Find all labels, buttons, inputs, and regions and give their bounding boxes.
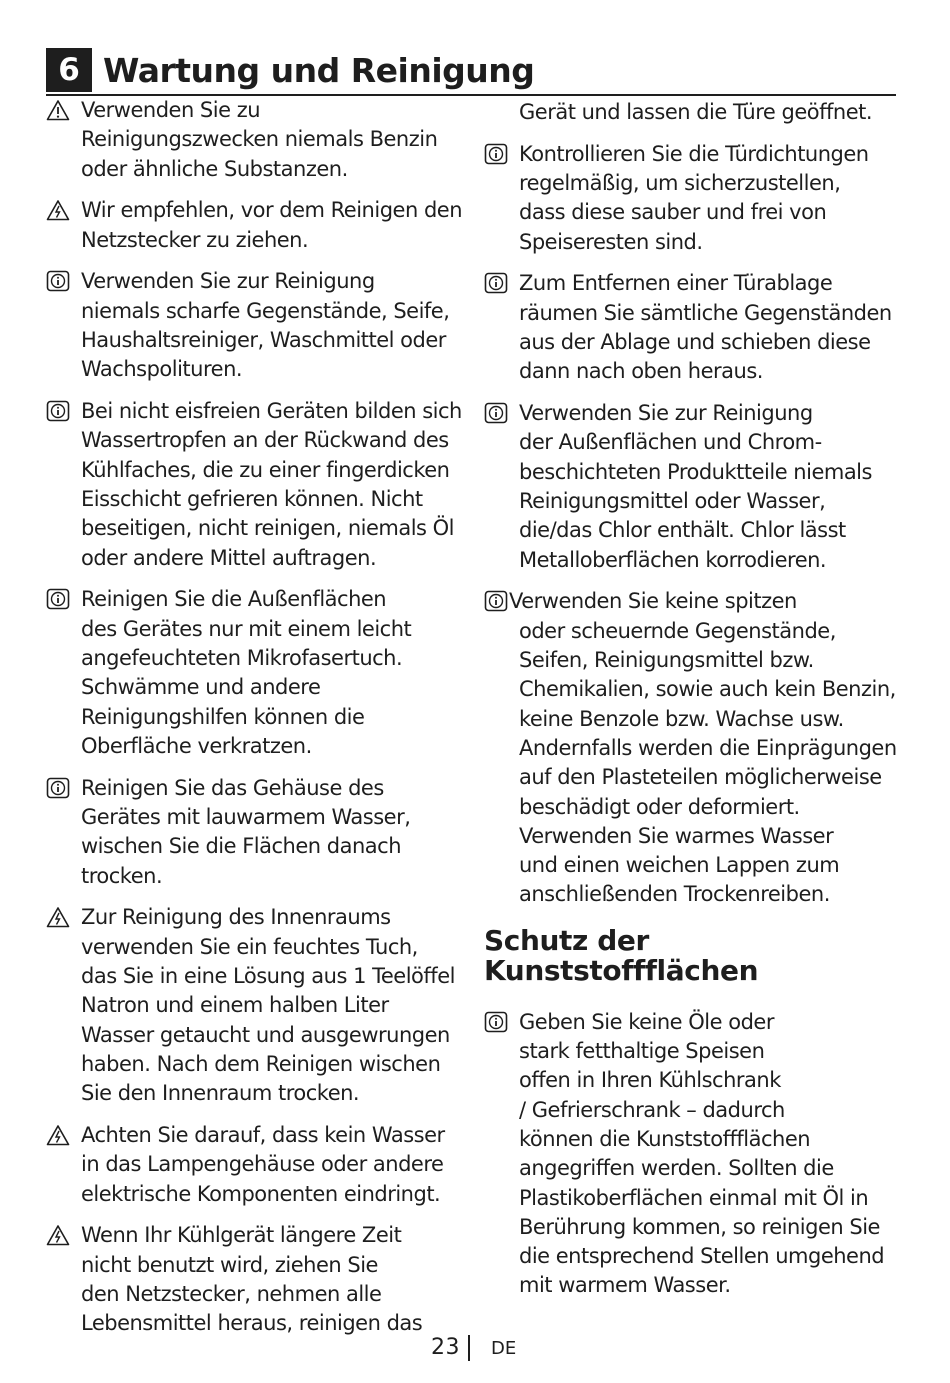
- note-text: Verwenden Sie zur Reinigung niemals scharfe Gegenstände, Seife, Haushaltsreiniger, Waschmittel oder Wachspolituren.: [81, 269, 450, 382]
- chapter-number: 6: [46, 48, 92, 92]
- note-item: [46, 96, 466, 184]
- language-code: DE: [491, 1338, 517, 1359]
- left-column: [46, 96, 466, 1351]
- info-icon: [46, 400, 70, 422]
- warning-icon: [46, 906, 70, 928]
- info-icon: [484, 590, 508, 612]
- note-text: Verwenden Sie zur Reinigung der Außenflächen und Chrom- beschichteten Produktteile niemals Reinigungsmittel oder Wasser, die/das Chlor enthält. Chlor lässt Metalloberflächen korrodieren.: [519, 401, 872, 572]
- note-text: Reinigen Sie die Außenflächen des Gerätes nur mit einem leicht angefeuchteten Mikrofasertuch. Schwämme und andere Reinigungshilfen können die Oberfläche verkratzen.: [81, 587, 412, 758]
- note-text: Verwenden Sie zu Reinigungszwecken niemals Benzin oder ähnliche Substanzen.: [81, 98, 438, 181]
- right-column: [484, 96, 904, 1313]
- note-text: Bei nicht eisfreien Geräten bilden sich Wassertropfen an der Rückwand des Kühlfaches, die zu einer fingerdicken Eisschicht gefrieren können. Nicht beseitigen, nicht reinigen, niemals Öl oder andere Mittel auftragen.: [81, 399, 462, 570]
- warning-icon: [46, 99, 70, 121]
- page-footer: [0, 1333, 950, 1363]
- info-icon: [46, 777, 70, 799]
- warning-icon: [46, 199, 70, 221]
- page-number: 23: [431, 1335, 460, 1360]
- note-item: [484, 140, 904, 257]
- note-item: [46, 774, 466, 891]
- note-text: Achten Sie darauf, dass kein Wasser in das Lampengehäuse oder andere elektrische Komponenten eindringt.: [81, 1123, 445, 1206]
- info-icon: [46, 588, 70, 610]
- warning-icon: [46, 1224, 70, 1246]
- section-heading: Schutz der Kunststoffflächen: [484, 923, 759, 987]
- note-text: Wenn Ihr Kühlgerät längere Zeit nicht benutzt wird, ziehen Sie den Netzstecker, nehmen alle Lebensmittel heraus, reinigen das: [81, 1223, 423, 1336]
- note-item: [484, 269, 904, 386]
- chapter-header: [46, 48, 896, 96]
- info-icon: [484, 143, 508, 165]
- note-item: [46, 1221, 466, 1338]
- note-text: Zur Reinigung des Innenraums verwenden Sie ein feuchtes Tuch, das Sie in eine Lösung aus 1 Teelöffel Natron und einem halben Liter Wasser getaucht und ausgewrungen haben. Nach dem Reinigen wischen Sie den Innenraum trocken.: [81, 905, 455, 1106]
- note-text: Zum Entfernen einer Türablage räumen Sie sämtliche Gegenständen aus der Ablage und schieben diese dann nach oben heraus.: [519, 271, 892, 384]
- note-text: Reinigen Sie das Gehäuse des Gerätes mit lauwarmem Wasser, wischen Sie die Flächen danach trocken.: [81, 775, 411, 888]
- note-item: [46, 1121, 466, 1209]
- info-icon: [484, 1011, 508, 1033]
- note-item: [46, 903, 466, 1108]
- note-item: [484, 1008, 904, 1301]
- note-item: [46, 397, 466, 573]
- note-item: [484, 587, 904, 909]
- chapter-title: Wartung und Reinigung: [103, 51, 535, 90]
- note-text: oder scheuernde Gegenstände, Seifen, Reinigungsmittel bzw. Chemikalien, sowie auch kein Benzin, keine Benzole bzw. Wachse usw. Andernfalls werden die Einprägungen auf den Plasteteilen möglicherweise beschädigt oder deformiert. Verwenden Sie warmes Wasser und einen weichen Lappen zum anschließenden Trockenreiben.: [519, 618, 897, 907]
- info-icon: [484, 402, 508, 424]
- note-text: Geben Sie keine Öle oder stark fetthaltige Speisen offen in Ihren Kühlschrank / Gefrierschrank – dadurch können die Kunststoffflächen angegriffen werden. Sollten die Plastikoberflächen einmal mit Öl in Berührung kommen, so reinigen Sie die entsprechend Stellen umgehend mit warmem Wasser.: [519, 1009, 885, 1298]
- info-icon: [46, 270, 70, 292]
- note-text: Wir empfehlen, vor dem Reinigen den Netzstecker zu ziehen.: [81, 198, 462, 252]
- note-item: [46, 196, 466, 255]
- note-item: [484, 399, 904, 575]
- continued-text: [484, 96, 904, 127]
- note-text: Kontrollieren Sie die Türdichtungen regelmäßig, um sicherzustellen, dass diese sauber und frei von Speiseresten sind.: [519, 141, 869, 254]
- info-icon: [484, 272, 508, 294]
- note-first-line: Verwenden Sie keine spitzen: [509, 589, 797, 614]
- note-item: [46, 585, 466, 761]
- note-item: [46, 267, 466, 384]
- footer-divider: [468, 1335, 470, 1361]
- note-text: Gerät und lassen die Türe geöffnet.: [519, 100, 873, 124]
- warning-icon: [46, 1124, 70, 1146]
